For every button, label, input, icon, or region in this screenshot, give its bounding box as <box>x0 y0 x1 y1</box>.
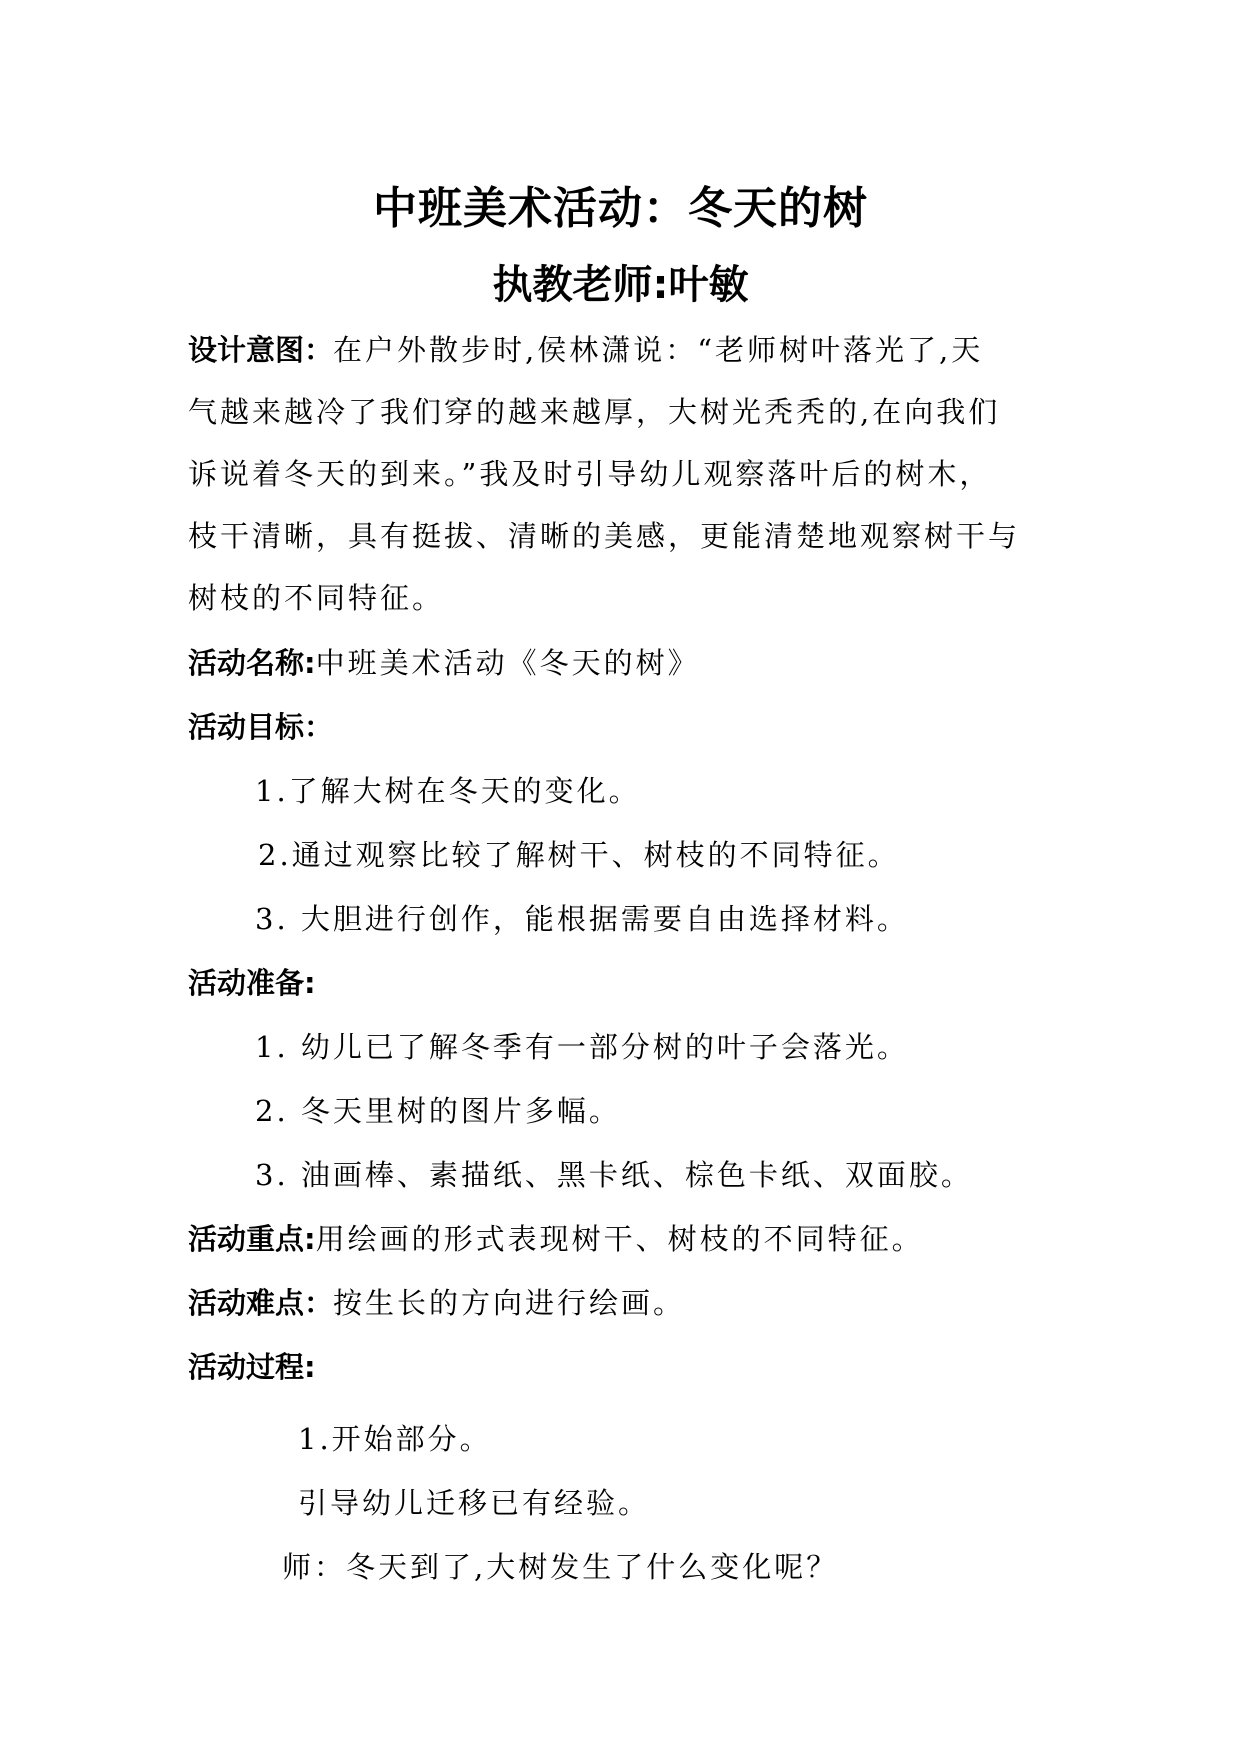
activity-difficulty: 活动难点：按生长的方向进行绘画。 <box>188 1286 686 1320</box>
process-label: 活动过程: <box>188 1350 316 1384</box>
goal-item-3: 3. 大胆进行创作，能根据需要自由选择材料。 <box>255 902 909 936</box>
prep-item-2: 2. 冬天里树的图片多幅。 <box>255 1094 621 1128</box>
goals-label: 活动目标： <box>188 710 334 744</box>
goal-item-2: 2.通过观察比较了解树干、树枝的不同特征。 <box>258 838 900 872</box>
prep-label: 活动准备: <box>188 966 316 1000</box>
design-line-1: 设计意图：在户外散步时,侯林潇说：“老师树叶落光了,天 <box>188 333 984 367</box>
design-label: 设计意图： <box>188 333 334 367</box>
prep-item-1: 1. 幼儿已了解冬季有一部分树的叶子会落光。 <box>255 1030 909 1064</box>
design-line-2: 气越来越冷了我们穿的越来越厚，大树光秃秃的,在向我们 <box>188 395 1001 429</box>
design-line-4: 枝干清晰，具有挺拔、清晰的美感，更能清楚地观察树干与 <box>188 519 1021 553</box>
process-line-3: 师：冬天到了,大树发生了什么变化呢？ <box>282 1550 839 1584</box>
design-line-5: 树枝的不同特征。 <box>188 581 445 615</box>
document-title: 中班美术活动：冬天的树 <box>373 183 868 234</box>
teacher-line: 执教老师:叶敏 <box>492 262 749 308</box>
prep-item-3: 3. 油画棒、素描纸、黑卡纸、棕色卡纸、双面胶。 <box>255 1158 973 1192</box>
process-line-2: 引导幼儿迁移已有经验。 <box>298 1486 651 1520</box>
activity-name: 活动名称:中班美术活动《冬天的树》 <box>188 646 700 680</box>
design-line-3: 诉说着冬天的到来。”我及时引导幼儿观察落叶后的树木， <box>188 457 992 491</box>
process-line-1: 1.开始部分。 <box>298 1422 492 1456</box>
activity-focus: 活动重点:用绘画的形式表现树干、树枝的不同特征。 <box>188 1222 924 1256</box>
goal-item-1: 1.了解大树在冬天的变化。 <box>255 774 641 808</box>
